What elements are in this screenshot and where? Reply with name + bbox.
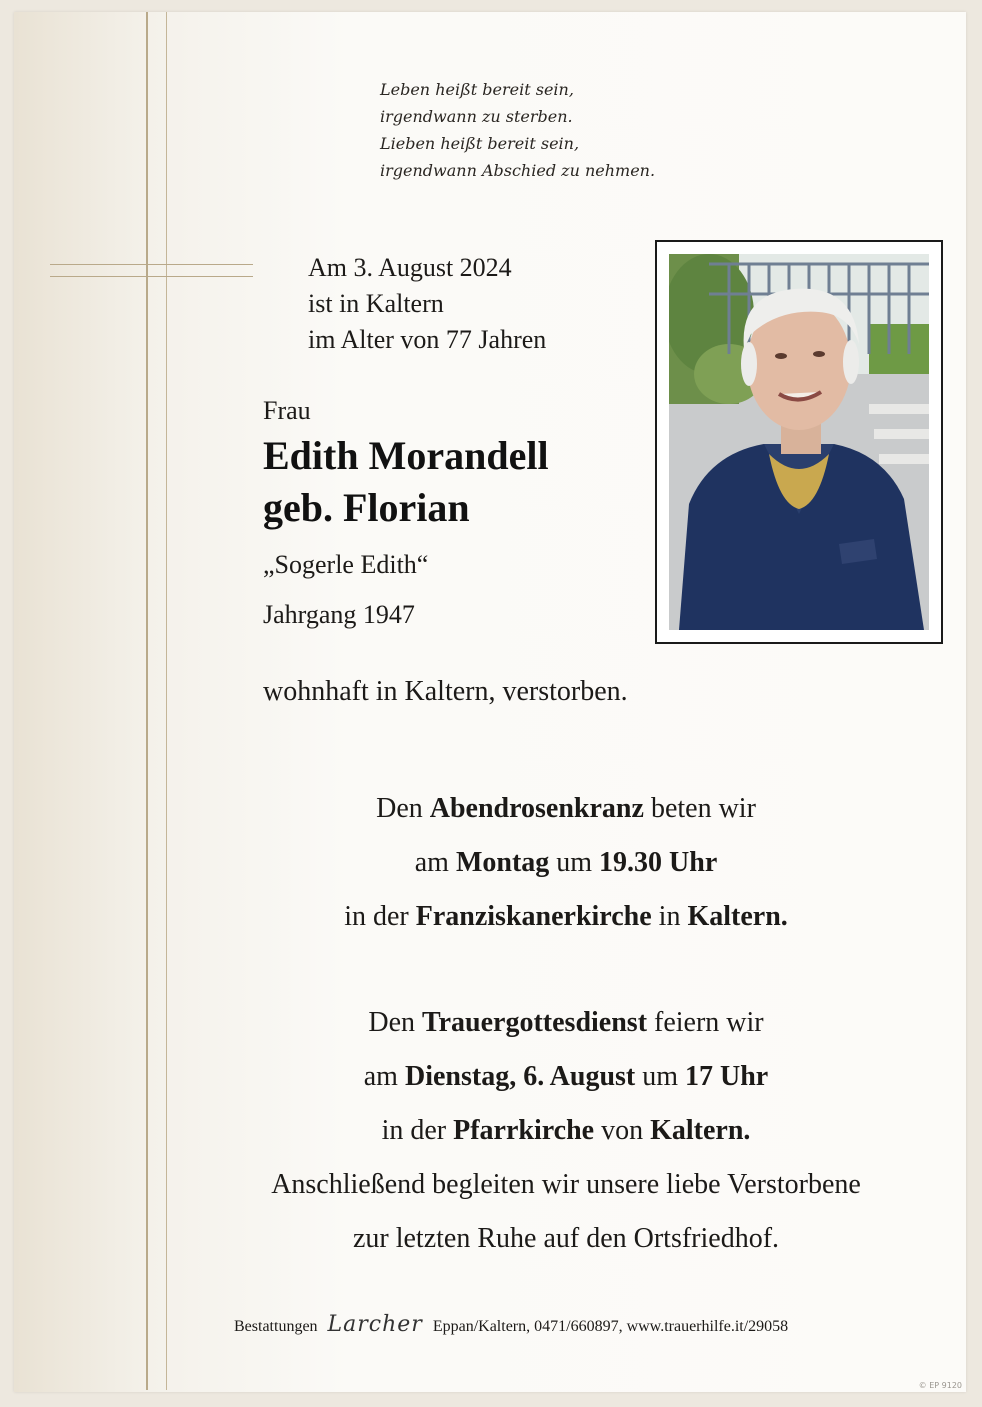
burial-line: Anschließend begleiten wir unsere liebe Verstorbene <box>271 1169 861 1200</box>
mass-time: 17 Uhr <box>685 1061 769 1092</box>
funeral-home-footer <box>234 1312 954 1337</box>
poem-line: irgendwann Abschied zu nehmen. <box>380 161 656 180</box>
footer-contact: Eppan/Kaltern, 0471/660897, www.trauerhilfe.it/29058 <box>432 1318 789 1335</box>
cross-horizontal-line <box>50 264 253 265</box>
obituary-sheet <box>14 12 966 1392</box>
death-date: Am 3. August 2024 <box>308 253 512 282</box>
burial-place-line: zur letzten Ruhe auf den Ortsfriedhof. <box>352 1223 780 1254</box>
rosary-label: Abendrosenkranz <box>429 793 644 824</box>
text: in der <box>344 901 416 932</box>
rosary-time: 19.30 Uhr <box>599 847 718 878</box>
deceased-name <box>263 430 643 534</box>
print-code: © EP 9120 <box>918 1381 962 1390</box>
text: um <box>635 1061 686 1092</box>
birth-year: Jahrgang 1947 <box>263 600 415 629</box>
rosary-day: Montag <box>455 847 550 878</box>
death-announcement <box>308 250 648 358</box>
name-line: Edith Morandell <box>263 433 549 478</box>
mass-date: Dienstag, 6. August <box>404 1061 636 1092</box>
portrait-frame <box>655 240 943 644</box>
death-age: im Alter von 77 Jahren <box>308 325 547 354</box>
funeral-mass-announcement <box>166 996 966 1266</box>
residence-line: wohnhaft in Kaltern, verstorben. <box>263 676 628 707</box>
rosary-town: Kaltern. <box>687 901 788 932</box>
nickname: „Sogerle Edith“ <box>263 550 429 579</box>
rosary-announcement <box>166 782 966 944</box>
mass-church: Pfarrkirche <box>453 1115 595 1146</box>
text: Den <box>368 1007 423 1038</box>
mass-town: Kaltern. <box>650 1115 751 1146</box>
text: in der <box>381 1115 454 1146</box>
footer-prefix: Bestattungen <box>234 1318 318 1335</box>
honorific: Frau <box>263 396 311 425</box>
text: beten wir <box>643 793 756 824</box>
text: am <box>363 1061 405 1092</box>
text: von <box>594 1115 651 1146</box>
rosary-church: Franziskanerkirche <box>415 901 652 932</box>
poem-line: Leben heißt bereit sein, <box>380 80 574 99</box>
text: Den <box>376 793 430 824</box>
funeral-home-logo: Larcher <box>327 1312 423 1337</box>
death-place: ist in Kaltern <box>308 289 444 318</box>
text: um <box>549 847 600 878</box>
poem-line: Lieben heißt bereit sein, <box>380 134 580 153</box>
text: am <box>414 847 456 878</box>
text: in <box>651 901 688 932</box>
mass-label: Trauergottesdienst <box>422 1007 648 1038</box>
cross-vertical-line <box>146 12 148 1390</box>
text: feiern wir <box>647 1007 764 1038</box>
portrait-photo <box>669 254 929 630</box>
maiden-name-line: geb. Florian <box>263 485 470 530</box>
cross-horizontal-line-lower <box>50 276 253 277</box>
poem-line: irgendwann zu sterben. <box>380 107 573 126</box>
poem-quote <box>380 76 760 184</box>
